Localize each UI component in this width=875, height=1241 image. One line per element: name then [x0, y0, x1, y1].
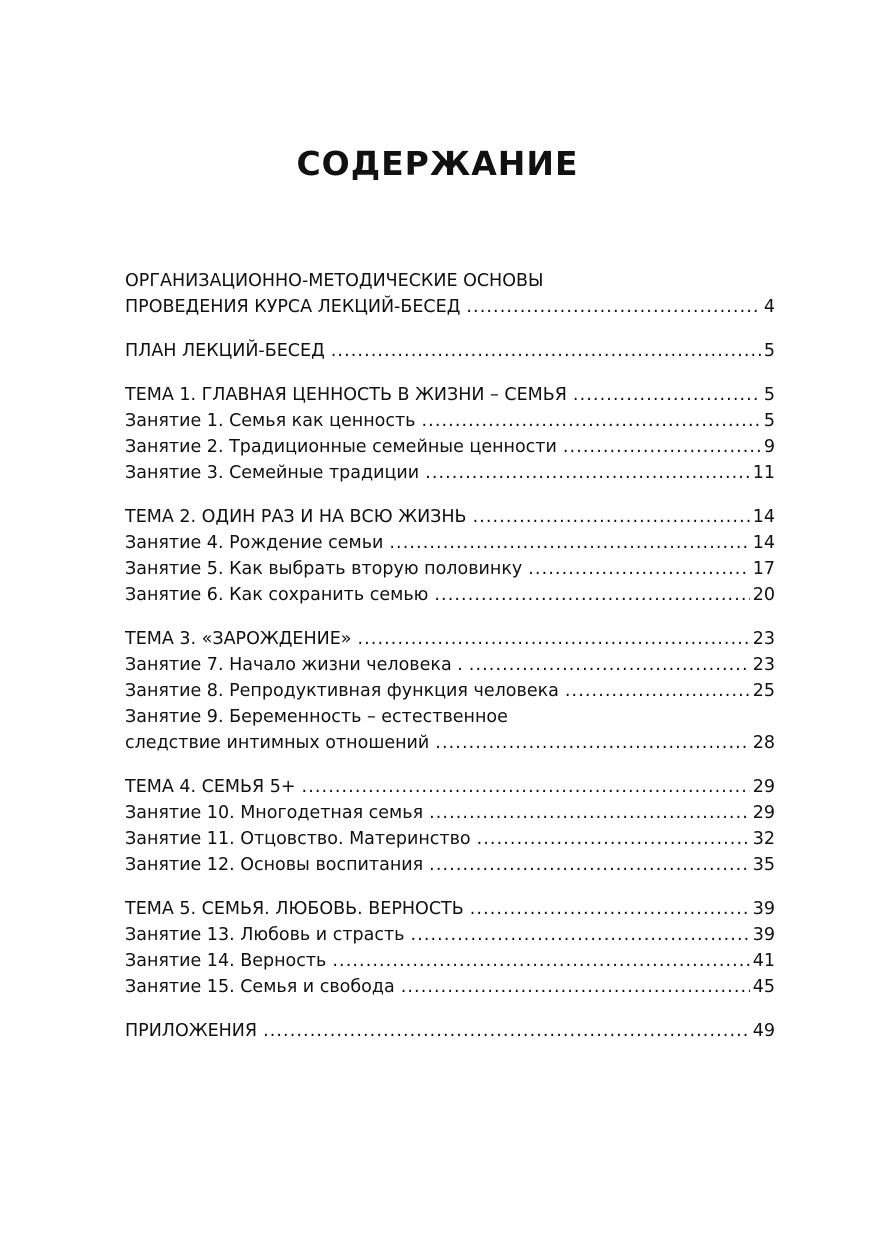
toc-entry-label: ОРГАНИЗАЦИОННО-МЕТОДИЧЕСКИЕ ОСНОВЫ	[125, 271, 544, 291]
toc-page-number: 49	[752, 1021, 775, 1041]
dot-leader	[565, 678, 750, 704]
toc-page-number: 5	[763, 385, 775, 405]
toc-group-topic-3	[125, 626, 775, 756]
toc-page-number: 41	[752, 951, 775, 971]
toc-entry-label: ПРИЛОЖЕНИЯ	[125, 1021, 258, 1041]
toc-page-number: 17	[752, 559, 775, 579]
dot-leader	[477, 826, 750, 852]
dot-leader	[357, 626, 749, 652]
toc-group-topic-1	[125, 382, 775, 486]
toc-lesson-entry[interactable]	[125, 852, 775, 878]
toc-page-number: 29	[752, 777, 775, 797]
toc-entry-label: ТЕМА 1. ГЛАВНАЯ ЦЕННОСТЬ В ЖИЗНИ – СЕМЬЯ	[125, 385, 567, 405]
toc-group-topic-2	[125, 504, 775, 608]
toc-page-number: 14	[752, 533, 775, 553]
toc-page-number: 5	[763, 411, 775, 431]
page-title: СОДЕРЖАНИЕ	[296, 144, 579, 183]
toc-group-plan	[125, 338, 775, 364]
toc-topic-entry[interactable]	[125, 896, 775, 922]
toc-page-number: 4	[763, 297, 775, 317]
toc-entry-label: ТЕМА 2. ОДИН РАЗ И НА ВСЮ ЖИЗНЬ	[125, 507, 467, 527]
toc-page-number: 45	[752, 977, 775, 997]
dot-leader	[411, 922, 750, 948]
toc-lesson-entry-line1	[125, 704, 775, 730]
table-of-contents	[125, 268, 775, 1062]
toc-entry-label: Занятие 15. Семья и свобода	[125, 977, 395, 997]
dot-leader	[425, 460, 750, 486]
toc-entry-intro[interactable]	[125, 294, 775, 320]
toc-group-topic-5	[125, 896, 775, 1000]
toc-page-number: 14	[752, 507, 775, 527]
toc-page-number: 39	[752, 899, 775, 919]
toc-lesson-entry[interactable]	[125, 948, 775, 974]
toc-topic-entry[interactable]	[125, 382, 775, 408]
dot-leader	[473, 504, 750, 530]
toc-page-number: 5	[763, 341, 775, 361]
dot-leader	[302, 774, 750, 800]
toc-entry-label: Занятие 4. Рождение семьи	[125, 533, 384, 553]
toc-entry-label: Занятие 10. Многодетная семья	[125, 803, 424, 823]
toc-topic-entry[interactable]	[125, 774, 775, 800]
toc-entry-label: Занятие 12. Основы воспитания	[125, 855, 424, 875]
toc-entry-label: Занятие 6. Как сохранить семью	[125, 585, 429, 605]
toc-entry-label: Занятие 7. Начало жизни человека .	[125, 655, 463, 675]
toc-page-number: 35	[752, 855, 775, 875]
toc-entry-label: Занятие 14. Верность	[125, 951, 327, 971]
toc-lesson-entry[interactable]	[125, 530, 775, 556]
dot-leader	[401, 974, 750, 1000]
toc-page-number: 39	[752, 925, 775, 945]
toc-page-number: 23	[752, 629, 775, 649]
toc-page-number: 32	[752, 829, 775, 849]
dot-leader	[332, 948, 749, 974]
toc-entry-label: Занятие 2. Традиционные семейные ценности	[125, 437, 557, 457]
toc-lesson-entry[interactable]	[125, 408, 775, 434]
toc-group-intro	[125, 268, 775, 320]
dot-leader	[528, 556, 749, 582]
toc-page-number: 23	[752, 655, 775, 675]
toc-entry-label: ТЕМА 5. СЕМЬЯ. ЛЮБОВЬ. ВЕРНОСТЬ	[125, 899, 464, 919]
toc-entry-label: ТЕМА 3. «ЗАРОЖДЕНИЕ»	[125, 629, 352, 649]
toc-entry-label: Занятие 11. Отцовство. Материнство	[125, 829, 471, 849]
toc-page-number: 9	[763, 437, 775, 457]
toc-entry-intro-line1	[125, 268, 775, 294]
toc-entry-plan[interactable]	[125, 338, 775, 364]
toc-lesson-entry[interactable]	[125, 678, 775, 704]
toc-entry-label: ПРОВЕДЕНИЯ КУРСА ЛЕКЦИЙ-БЕСЕД	[125, 297, 461, 317]
dot-leader	[573, 382, 761, 408]
toc-lesson-entry[interactable]	[125, 434, 775, 460]
toc-lesson-entry[interactable]	[125, 826, 775, 852]
dot-leader	[331, 338, 761, 364]
toc-entry-label: Занятие 9. Беременность – естественное	[125, 707, 508, 727]
dot-leader	[435, 730, 749, 756]
toc-page-number: 25	[752, 681, 775, 701]
toc-topic-entry[interactable]	[125, 626, 775, 652]
dot-leader	[422, 408, 761, 434]
toc-lesson-entry[interactable]	[125, 974, 775, 1000]
toc-group-appendix	[125, 1018, 775, 1044]
dot-leader	[470, 896, 750, 922]
toc-topic-entry[interactable]	[125, 504, 775, 530]
dot-leader	[263, 1018, 750, 1044]
toc-entry-label: ПЛАН ЛЕКЦИЙ-БЕСЕД	[125, 341, 325, 361]
toc-entry-label: Занятие 3. Семейные традиции	[125, 463, 420, 483]
dot-leader	[434, 582, 749, 608]
dot-leader	[389, 530, 749, 556]
toc-lesson-entry[interactable]	[125, 800, 775, 826]
toc-entry-label: следствие интимных отношений	[125, 733, 430, 753]
dot-leader	[469, 652, 750, 678]
toc-lesson-entry[interactable]	[125, 730, 775, 756]
toc-entry-label: Занятие 8. Репродуктивная функция человека	[125, 681, 559, 701]
toc-lesson-entry[interactable]	[125, 652, 775, 678]
toc-page-number: 20	[752, 585, 775, 605]
dot-leader	[466, 294, 760, 320]
toc-entry-label: Занятие 1. Семья как ценность	[125, 411, 416, 431]
dot-leader	[563, 434, 761, 460]
toc-entry-label: Занятие 13. Любовь и страсть	[125, 925, 405, 945]
dot-leader	[429, 852, 750, 878]
toc-group-topic-4	[125, 774, 775, 878]
toc-lesson-entry[interactable]	[125, 922, 775, 948]
toc-page-number: 29	[752, 803, 775, 823]
toc-entry-label: ТЕМА 4. СЕМЬЯ 5+	[125, 777, 296, 797]
toc-lesson-entry[interactable]	[125, 582, 775, 608]
toc-page-number: 11	[752, 463, 775, 483]
toc-lesson-entry[interactable]	[125, 460, 775, 486]
toc-lesson-entry[interactable]	[125, 556, 775, 582]
toc-entry-label: Занятие 5. Как выбрать вторую половинку	[125, 559, 523, 579]
toc-page-number: 28	[752, 733, 775, 753]
toc-entry-appendix[interactable]	[125, 1018, 775, 1044]
dot-leader	[429, 800, 750, 826]
